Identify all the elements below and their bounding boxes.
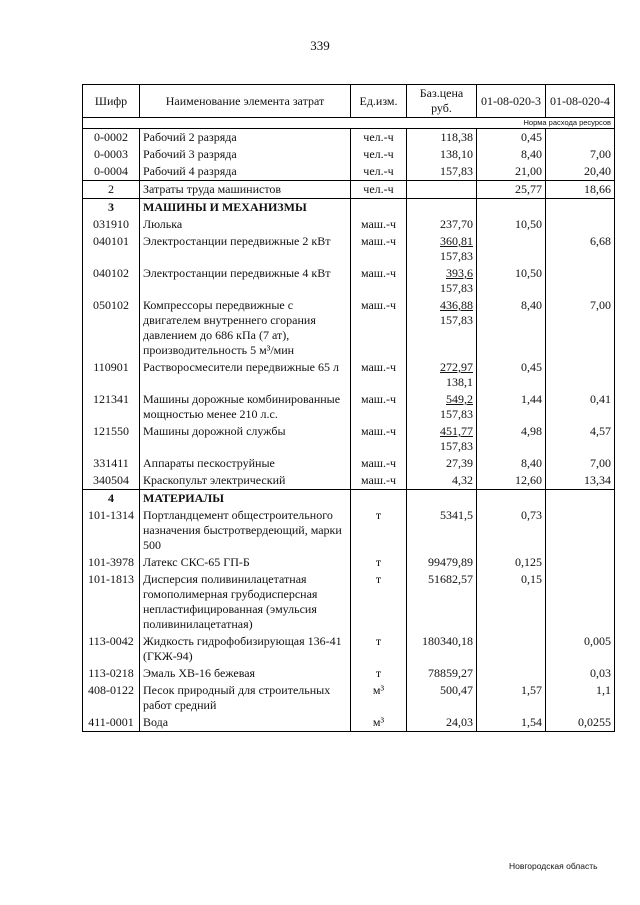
unit-cell: т (351, 633, 407, 665)
price-cell (407, 391, 477, 423)
unit-cell: маш.-ч (351, 472, 407, 490)
price-cell: 5341,5 (407, 507, 477, 554)
code-cell: 408-0122 (83, 682, 140, 714)
unit-cell: чел.-ч (351, 163, 407, 181)
norm-col1-cell: 4,98 (477, 423, 546, 455)
norm-col2-cell: 0,005 (546, 633, 615, 665)
name-cell: Аппараты пескоструйные (140, 455, 351, 472)
code-cell: 110901 (83, 359, 140, 391)
code-cell: 040102 (83, 265, 140, 297)
operator-wage-price: 157,83 (440, 281, 473, 295)
norm-col2-cell (546, 216, 615, 233)
section-row (83, 199, 615, 217)
base-price: 549,2 (446, 392, 473, 406)
code-cell: 0-0004 (83, 163, 140, 181)
norm-col2-cell (546, 265, 615, 297)
norm-col1-cell (477, 233, 546, 265)
norm-col2-cell (546, 490, 615, 508)
code-cell: 101-1813 (83, 571, 140, 633)
norm-col2-cell: 0,03 (546, 665, 615, 682)
table-row (83, 665, 615, 682)
norm-col1-cell: 1,57 (477, 682, 546, 714)
table-row (83, 181, 615, 199)
norm-col1-cell: 25,77 (477, 181, 546, 199)
norm-col2-cell (546, 554, 615, 571)
price-cell (407, 199, 477, 217)
name-cell: Рабочий 4 разряда (140, 163, 351, 181)
name-cell: Вода (140, 714, 351, 732)
table-row (83, 682, 615, 714)
norm-col2-cell: 7,00 (546, 146, 615, 163)
norm-col1-cell: 0,45 (477, 359, 546, 391)
norm-col1-cell: 0,73 (477, 507, 546, 554)
table-row (83, 391, 615, 423)
price-cell (407, 297, 477, 359)
section-code: 4 (83, 490, 140, 508)
section-code: 3 (83, 199, 140, 217)
price-cell: 24,03 (407, 714, 477, 732)
operator-wage-price: 157,83 (440, 249, 473, 263)
header-price: Баз.цена руб. (407, 85, 477, 118)
name-cell: Дисперсия поливинилацетатная гомополимерная грубодисперсная непластифицированная (эмульсия поливинилацетатная) (140, 571, 351, 633)
norm-col1-cell: 10,50 (477, 265, 546, 297)
norm-col1-cell: 21,00 (477, 163, 546, 181)
price-cell (407, 490, 477, 508)
norm-col2-cell (546, 129, 615, 147)
section-row (83, 490, 615, 508)
unit-cell: чел.-ч (351, 129, 407, 147)
norm-col2-cell: 7,00 (546, 455, 615, 472)
norm-col2-cell: 0,0255 (546, 714, 615, 732)
name-cell: Машины дорожной службы (140, 423, 351, 455)
norm-col2-cell: 4,57 (546, 423, 615, 455)
code-cell: 0-0002 (83, 129, 140, 147)
table-row (83, 554, 615, 571)
unit-cell: маш.-ч (351, 265, 407, 297)
header-col2: 01-08-020-4 (546, 85, 615, 118)
section-title: МАТЕРИАЛЫ (140, 490, 351, 508)
price-cell: 157,83 (407, 163, 477, 181)
table-row (83, 216, 615, 233)
price-cell: 51682,57 (407, 571, 477, 633)
name-cell: Жидкость гидрофобизирующая 136-41 (ГКЖ-94) (140, 633, 351, 665)
table-row (83, 297, 615, 359)
table-row (83, 233, 615, 265)
norm-col1-cell: 8,40 (477, 146, 546, 163)
norm-col1-cell: 8,40 (477, 297, 546, 359)
name-cell: Электростанции передвижные 2 кВт (140, 233, 351, 265)
name-cell: Растворосмесители передвижные 65 л (140, 359, 351, 391)
norm-col2-cell: 20,40 (546, 163, 615, 181)
footer-region: Новгородская область (509, 861, 598, 871)
norm-subheader-row (83, 118, 615, 129)
name-cell: Машины дорожные комбинированные мощностью менее 210 л.с. (140, 391, 351, 423)
code-cell: 0-0003 (83, 146, 140, 163)
base-price: 436,88 (440, 298, 473, 312)
base-price: 393,6 (446, 266, 473, 280)
code-cell: 040101 (83, 233, 140, 265)
norm-col1-cell: 0,125 (477, 554, 546, 571)
unit-cell: м³ (351, 714, 407, 732)
price-cell: 118,38 (407, 129, 477, 147)
norm-col1-cell: 10,50 (477, 216, 546, 233)
price-cell: 4,32 (407, 472, 477, 490)
table-row (83, 472, 615, 490)
price-cell: 27,39 (407, 455, 477, 472)
unit-cell (351, 199, 407, 217)
base-price: 360,81 (440, 234, 473, 248)
table-header-row (83, 85, 615, 118)
norm-subheader: Норма расхода ресурсов (83, 118, 615, 129)
code-cell: 121550 (83, 423, 140, 455)
unit-cell: маш.-ч (351, 216, 407, 233)
norm-col2-cell (546, 199, 615, 217)
price-cell: 237,70 (407, 216, 477, 233)
price-cell: 78859,27 (407, 665, 477, 682)
unit-cell: чел.-ч (351, 146, 407, 163)
table-row (83, 455, 615, 472)
table-row (83, 714, 615, 732)
table-row (83, 633, 615, 665)
name-cell: Рабочий 2 разряда (140, 129, 351, 147)
norm-col2-cell: 18,66 (546, 181, 615, 199)
name-cell: Песок природный для строительных работ средний (140, 682, 351, 714)
norm-col1-cell (477, 199, 546, 217)
table-row (83, 571, 615, 633)
header-code: Шифр (83, 85, 140, 118)
price-cell: 180340,18 (407, 633, 477, 665)
price-cell (407, 423, 477, 455)
operator-wage-price: 157,83 (440, 439, 473, 453)
unit-cell: м³ (351, 682, 407, 714)
price-cell: 138,10 (407, 146, 477, 163)
unit-cell: чел.-ч (351, 181, 407, 199)
norm-col1-cell (477, 665, 546, 682)
table-row (83, 423, 615, 455)
norm-col2-cell: 1,1 (546, 682, 615, 714)
price-cell: 99479,89 (407, 554, 477, 571)
norm-col1-cell: 0,15 (477, 571, 546, 633)
code-cell: 101-3978 (83, 554, 140, 571)
name-cell: Эмаль ХВ-16 бежевая (140, 665, 351, 682)
table-row (83, 146, 615, 163)
name-cell: Люлька (140, 216, 351, 233)
norm-col1-cell (477, 490, 546, 508)
norm-col2-cell (546, 507, 615, 554)
operator-wage-price: 138,1 (446, 375, 473, 389)
price-cell (407, 233, 477, 265)
base-price: 272,97 (440, 360, 473, 374)
norm-col2-cell: 13,34 (546, 472, 615, 490)
code-cell: 121341 (83, 391, 140, 423)
norm-col1-cell: 1,44 (477, 391, 546, 423)
base-price: 451,77 (440, 424, 473, 438)
page-number: 339 (310, 38, 330, 53)
code-cell: 113-0042 (83, 633, 140, 665)
norm-col1-cell (477, 633, 546, 665)
unit-cell (351, 490, 407, 508)
unit-cell: маш.-ч (351, 423, 407, 455)
unit-cell: маш.-ч (351, 391, 407, 423)
table-row (83, 163, 615, 181)
unit-cell: т (351, 665, 407, 682)
section-title: МАШИНЫ И МЕХАНИЗМЫ (140, 199, 351, 217)
name-cell: Портландцемент общестроительного назначения быстротвердеющий, марки 500 (140, 507, 351, 554)
name-cell: Рабочий 3 разряда (140, 146, 351, 163)
header-unit: Ед.изм. (351, 85, 407, 118)
norm-col2-cell (546, 359, 615, 391)
norm-col1-cell: 0,45 (477, 129, 546, 147)
name-cell: Затраты труда машинистов (140, 181, 351, 199)
table-row (83, 507, 615, 554)
code-cell: 331411 (83, 455, 140, 472)
norm-col2-cell: 6,68 (546, 233, 615, 265)
header-col1: 01-08-020-3 (477, 85, 546, 118)
norm-col2-cell: 0,41 (546, 391, 615, 423)
norm-col1-cell: 12,60 (477, 472, 546, 490)
code-cell: 101-1314 (83, 507, 140, 554)
operator-wage-price: 157,83 (440, 313, 473, 327)
table-row (83, 265, 615, 297)
unit-cell: т (351, 507, 407, 554)
norm-col1-cell: 8,40 (477, 455, 546, 472)
price-cell (407, 181, 477, 199)
name-cell: Краскопульт электрический (140, 472, 351, 490)
unit-cell: маш.-ч (351, 455, 407, 472)
name-cell: Компрессоры передвижные с двигателем внутреннего сгорания давлением до 686 кПа (7 ат), производительность 5 м³/мин (140, 297, 351, 359)
code-cell: 340504 (83, 472, 140, 490)
table-row (83, 129, 615, 147)
code-cell: 031910 (83, 216, 140, 233)
norm-col1-cell: 1,54 (477, 714, 546, 732)
resource-norm-table (82, 84, 615, 732)
name-cell: Латекс СКС-65 ГП-Б (140, 554, 351, 571)
unit-cell: маш.-ч (351, 297, 407, 359)
price-cell: 500,47 (407, 682, 477, 714)
unit-cell: т (351, 571, 407, 633)
price-cell (407, 265, 477, 297)
unit-cell: т (351, 554, 407, 571)
norm-col2-cell (546, 571, 615, 633)
header-name: Наименование элемента затрат (140, 85, 351, 118)
unit-cell: маш.-ч (351, 359, 407, 391)
code-cell: 411-0001 (83, 714, 140, 732)
code-cell: 2 (83, 181, 140, 199)
table-row (83, 359, 615, 391)
unit-cell: маш.-ч (351, 233, 407, 265)
norm-col2-cell: 7,00 (546, 297, 615, 359)
code-cell: 113-0218 (83, 665, 140, 682)
price-cell (407, 359, 477, 391)
operator-wage-price: 157,83 (440, 407, 473, 421)
code-cell: 050102 (83, 297, 140, 359)
name-cell: Электростанции передвижные 4 кВт (140, 265, 351, 297)
